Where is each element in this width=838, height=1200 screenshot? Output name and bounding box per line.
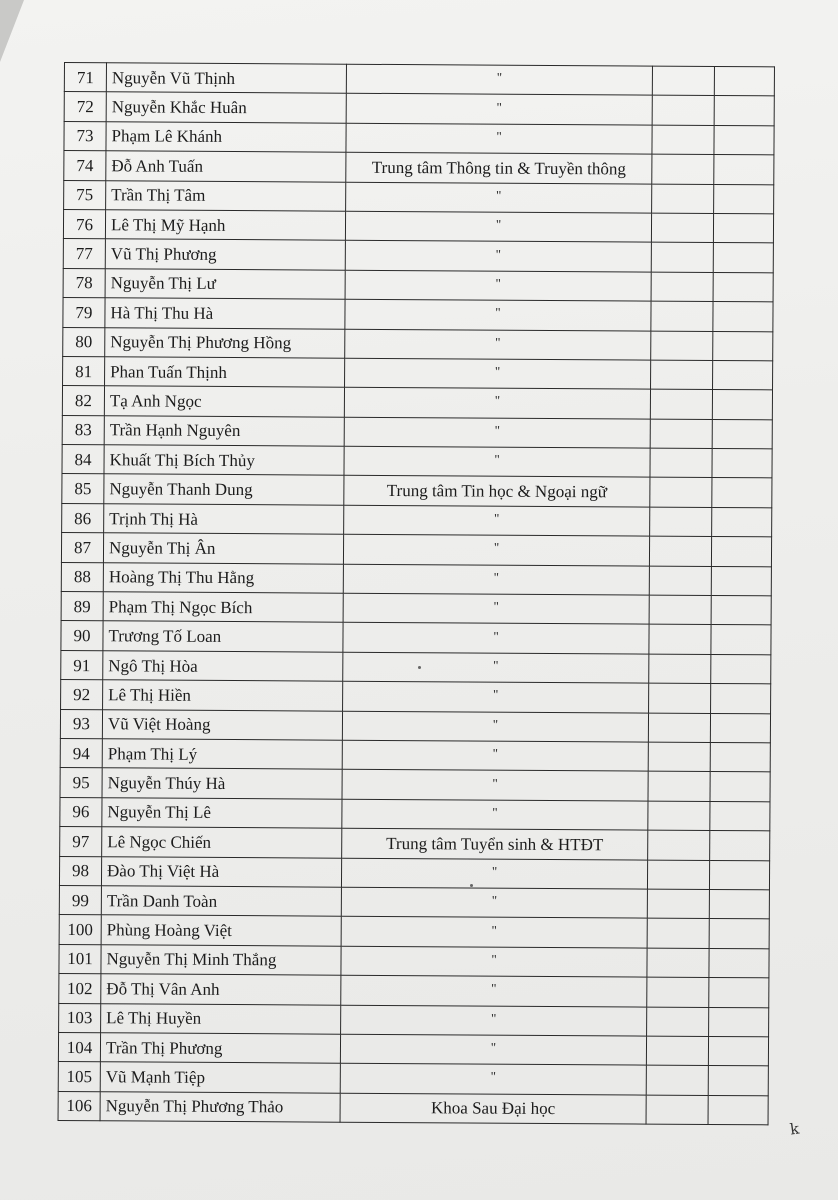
staff-name: Trịnh Thị Hà <box>104 504 344 535</box>
staff-name: Phạm Thị Lý <box>102 739 342 770</box>
row-number: 98 <box>59 856 101 886</box>
table-row <box>61 592 771 626</box>
table-row <box>62 445 772 479</box>
staff-unit <box>345 329 651 360</box>
staff-table-wrapper <box>58 62 774 1125</box>
staff-unit <box>344 505 650 536</box>
empty-cell <box>708 1066 768 1096</box>
staff-name: Lê Thị Mỹ Hạnh <box>105 210 345 241</box>
empty-cell <box>649 683 711 713</box>
empty-cell <box>648 771 710 801</box>
row-number: 100 <box>59 915 101 945</box>
staff-unit <box>341 975 647 1006</box>
empty-cell <box>712 419 772 449</box>
row-number: 74 <box>64 151 106 181</box>
unit-text: " <box>492 745 498 761</box>
empty-cell <box>647 860 709 890</box>
staff-unit <box>341 946 647 977</box>
row-number: 85 <box>62 474 104 504</box>
table-row <box>60 797 770 831</box>
table-row <box>62 503 772 537</box>
ink-speck <box>470 884 473 887</box>
table-row <box>64 63 774 97</box>
empty-cell <box>711 654 771 684</box>
row-number: 92 <box>61 680 103 710</box>
staff-name: Lê Thị Huyền <box>101 1003 341 1034</box>
row-number: 91 <box>61 650 103 680</box>
staff-unit <box>343 623 649 654</box>
empty-cell <box>712 507 772 537</box>
empty-cell <box>651 301 713 331</box>
empty-cell <box>648 801 710 831</box>
row-number: 93 <box>60 709 102 739</box>
empty-cell <box>712 449 772 479</box>
unit-text: " <box>493 540 500 556</box>
unit-text: " <box>491 922 497 938</box>
empty-cell <box>708 1095 768 1125</box>
empty-cell <box>651 331 713 361</box>
row-number: 71 <box>64 63 106 93</box>
unit-text: " <box>494 363 501 379</box>
table-row <box>60 827 770 861</box>
unit-text: " <box>494 451 500 467</box>
row-number: 84 <box>62 445 104 475</box>
row-number: 80 <box>63 327 105 357</box>
row-number: 83 <box>62 415 104 445</box>
unit-text: " <box>495 246 502 262</box>
table-row <box>62 474 772 508</box>
table-row <box>61 621 771 655</box>
empty-cell <box>647 889 709 919</box>
empty-cell <box>650 419 712 449</box>
empty-cell <box>649 654 711 684</box>
staff-name: Nguyễn Thị Ân <box>103 533 343 564</box>
staff-name: Khuất Thị Bích Thủy <box>104 445 344 476</box>
page-corner-fold <box>0 0 24 62</box>
unit-text: " <box>492 687 499 703</box>
table-row <box>61 533 771 567</box>
ink-speck <box>418 666 421 669</box>
staff-name: Vũ Việt Hoàng <box>102 709 342 740</box>
table-row <box>63 209 773 243</box>
staff-roster-body <box>58 63 774 1125</box>
empty-cell <box>652 95 714 125</box>
unit-text: " <box>490 1039 497 1055</box>
empty-cell <box>709 919 769 949</box>
staff-name: Nguyễn Thanh Dung <box>104 474 344 505</box>
empty-cell <box>714 155 774 185</box>
empty-cell <box>709 860 769 890</box>
empty-cell <box>649 536 711 566</box>
table-row <box>61 562 771 596</box>
staff-unit <box>341 1005 647 1036</box>
unit-text: " <box>493 598 499 614</box>
table-row <box>63 298 773 332</box>
unit-text: " <box>492 716 499 732</box>
unit-text: " <box>495 334 501 350</box>
staff-name: Nguyễn Thị Phương Thảo <box>100 1091 340 1122</box>
row-number: 87 <box>61 533 103 563</box>
table-row <box>64 180 774 214</box>
empty-cell <box>709 948 769 978</box>
empty-cell <box>646 1065 708 1095</box>
row-number: 105 <box>58 1062 100 1092</box>
table-row <box>58 1091 768 1125</box>
staff-name: Trần Danh Toàn <box>101 886 341 917</box>
empty-cell <box>652 66 714 96</box>
table-row <box>62 386 772 420</box>
staff-unit <box>341 887 647 918</box>
empty-cell <box>710 801 770 831</box>
staff-name: Đỗ Thị Vân Anh <box>101 974 341 1005</box>
row-number: 77 <box>63 239 105 269</box>
row-number: 90 <box>61 621 103 651</box>
table-row <box>61 650 771 684</box>
row-number: 97 <box>60 827 102 857</box>
unit-text: " <box>495 216 502 232</box>
table-row <box>59 856 769 890</box>
empty-cell <box>709 889 769 919</box>
empty-cell <box>711 625 771 655</box>
row-number: 106 <box>58 1091 100 1121</box>
empty-cell <box>651 242 713 272</box>
staff-unit <box>341 858 647 889</box>
empty-cell <box>713 272 773 302</box>
row-number: 94 <box>60 738 102 768</box>
unit-text: " <box>491 892 498 908</box>
table-row <box>63 356 773 390</box>
empty-cell <box>649 566 711 596</box>
staff-unit <box>340 1034 646 1065</box>
staff-name: Trần Thị Phương <box>100 1033 340 1064</box>
empty-cell <box>652 184 714 214</box>
row-number: 73 <box>64 121 106 151</box>
empty-cell <box>709 1007 769 1037</box>
empty-cell <box>652 154 714 184</box>
row-number: 78 <box>63 268 105 298</box>
empty-cell <box>650 478 712 508</box>
staff-unit <box>343 681 649 712</box>
staff-name: Nguyễn Khắc Huân <box>106 92 346 123</box>
empty-cell <box>711 684 771 714</box>
row-number: 102 <box>59 974 101 1004</box>
empty-cell <box>647 1007 709 1037</box>
unit-text: " <box>496 69 503 85</box>
table-row <box>64 151 774 185</box>
table-row <box>63 239 773 273</box>
staff-name: Ngô Thị Hòa <box>103 651 343 682</box>
unit-text: " <box>491 980 497 996</box>
row-number: 75 <box>64 180 106 210</box>
staff-unit <box>344 446 650 477</box>
row-number: 104 <box>58 1032 100 1062</box>
table-row <box>58 1032 768 1066</box>
staff-unit <box>340 1063 646 1094</box>
staff-name: Nguyễn Vũ Thịnh <box>106 63 346 94</box>
unit-text: " <box>494 393 501 409</box>
empty-cell <box>711 595 771 625</box>
table-row <box>60 709 770 743</box>
unit-text: " <box>495 275 501 291</box>
staff-name: Đỗ Anh Tuấn <box>106 151 346 182</box>
unit-text: " <box>491 951 497 967</box>
table-row <box>61 680 771 714</box>
staff-name: Phan Tuấn Thịnh <box>105 357 345 388</box>
staff-name: Lê Ngọc Chiến <box>102 827 342 858</box>
unit-text: " <box>495 187 502 203</box>
row-number: 76 <box>63 209 105 239</box>
unit-text: Trung tâm Tuyển sinh & HTĐT <box>386 833 604 855</box>
staff-unit <box>343 534 649 565</box>
table-row <box>64 92 774 126</box>
staff-unit <box>342 799 648 830</box>
empty-cell <box>710 772 770 802</box>
row-number: 86 <box>62 503 104 533</box>
staff-name: Hà Thị Thu Hà <box>105 298 345 329</box>
staff-name: Hoàng Thị Thu Hằng <box>103 562 343 593</box>
staff-name: Phùng Hoàng Việt <box>101 915 341 946</box>
table-row <box>63 268 773 302</box>
table-row <box>60 768 770 802</box>
staff-unit <box>344 476 650 507</box>
empty-cell <box>712 478 772 508</box>
staff-unit <box>342 740 648 771</box>
empty-cell <box>710 742 770 772</box>
unit-text: " <box>494 510 500 526</box>
staff-unit <box>343 593 649 624</box>
staff-unit <box>345 358 651 389</box>
empty-cell <box>708 1036 768 1066</box>
staff-unit <box>345 211 651 242</box>
staff-unit <box>345 299 651 330</box>
empty-cell <box>713 213 773 243</box>
row-number: 103 <box>59 1003 101 1033</box>
table-row <box>58 1062 768 1096</box>
unit-text: " <box>492 775 498 791</box>
row-number: 81 <box>63 356 105 386</box>
table-row <box>64 121 774 155</box>
empty-cell <box>650 389 712 419</box>
staff-name: Nguyễn Thị Phương Hồng <box>105 327 345 358</box>
empty-cell <box>651 360 713 390</box>
unit-text: " <box>492 804 498 820</box>
empty-cell <box>714 96 774 126</box>
empty-cell <box>647 977 709 1007</box>
staff-roster-table <box>58 62 775 1125</box>
staff-unit <box>345 241 651 272</box>
row-number: 101 <box>59 944 101 974</box>
staff-name: Đào Thị Việt Hà <box>101 856 341 887</box>
unit-text: Trung tâm Tin học & Ngoại ngữ <box>386 481 608 502</box>
unit-text: " <box>496 128 502 144</box>
staff-unit <box>346 152 652 183</box>
staff-name: Nguyễn Thị Lê <box>102 798 342 829</box>
empty-cell <box>710 831 770 861</box>
table-row <box>60 738 770 772</box>
staff-unit <box>340 1093 646 1124</box>
unit-text: " <box>496 99 502 115</box>
staff-name: Nguyễn Thị Minh Thắng <box>101 944 341 975</box>
table-row <box>59 915 769 949</box>
empty-cell <box>711 566 771 596</box>
unit-text: " <box>493 657 499 673</box>
staff-name: Vũ Mạnh Tiệp <box>100 1062 340 1093</box>
unit-text: " <box>495 304 501 320</box>
empty-cell <box>648 742 710 772</box>
row-number: 72 <box>64 92 106 122</box>
staff-unit <box>346 94 652 125</box>
empty-cell <box>647 918 709 948</box>
unit-text: " <box>493 569 500 585</box>
staff-unit <box>346 64 652 95</box>
staff-unit <box>346 182 652 213</box>
staff-unit <box>342 711 648 742</box>
staff-name: Trần Thị Tâm <box>106 180 346 211</box>
row-number: 95 <box>60 768 102 798</box>
handwritten-margin-mark: k <box>788 1119 801 1139</box>
staff-name: Nguyễn Thúy Hà <box>102 768 342 799</box>
empty-cell <box>713 302 773 332</box>
empty-cell <box>713 243 773 273</box>
empty-cell <box>649 625 711 655</box>
row-number: 88 <box>61 562 103 592</box>
empty-cell <box>714 125 774 155</box>
table-row <box>59 944 769 978</box>
staff-unit <box>342 828 648 859</box>
empty-cell <box>709 978 769 1008</box>
staff-name: Nguyễn Thị Lư <box>105 268 345 299</box>
staff-name: Phạm Thị Ngọc Bích <box>103 592 343 623</box>
empty-cell <box>714 184 774 214</box>
empty-cell <box>650 448 712 478</box>
row-number: 79 <box>63 298 105 328</box>
staff-unit <box>344 388 650 419</box>
empty-cell <box>648 713 710 743</box>
empty-cell <box>712 390 772 420</box>
unit-text: " <box>493 628 499 644</box>
staff-unit <box>342 770 648 801</box>
unit-text: Trung tâm Thông tin & Truyền thông <box>371 157 626 179</box>
unit-text: " <box>494 422 500 438</box>
empty-cell <box>710 713 770 743</box>
empty-cell <box>649 595 711 625</box>
row-number: 89 <box>61 592 103 622</box>
staff-name: Lê Thị Hiền <box>103 680 343 711</box>
staff-name: Vũ Thị Phương <box>105 239 345 270</box>
staff-name: Tạ Anh Ngọc <box>104 386 344 417</box>
table-row <box>62 415 772 449</box>
table-row <box>59 1003 769 1037</box>
empty-cell <box>711 537 771 567</box>
unit-text: " <box>490 1069 497 1085</box>
empty-cell <box>651 272 713 302</box>
empty-cell <box>713 331 773 361</box>
staff-unit <box>345 270 651 301</box>
empty-cell <box>648 830 710 860</box>
table-row <box>59 974 769 1008</box>
staff-unit <box>344 417 650 448</box>
table-row <box>63 327 773 361</box>
empty-cell <box>651 213 713 243</box>
table-row <box>59 885 769 919</box>
unit-text: " <box>491 863 498 879</box>
row-number: 99 <box>59 885 101 915</box>
staff-unit <box>346 123 652 154</box>
staff-unit <box>341 917 647 948</box>
empty-cell <box>652 125 714 155</box>
row-number: 82 <box>62 386 104 416</box>
unit-text: " <box>490 1010 497 1026</box>
row-number: 96 <box>60 797 102 827</box>
empty-cell <box>714 66 774 96</box>
staff-name: Phạm Lê Khánh <box>106 122 346 153</box>
staff-name: Trần Hạnh Nguyên <box>104 415 344 446</box>
staff-unit <box>343 652 649 683</box>
empty-cell <box>646 1095 708 1125</box>
empty-cell <box>647 948 709 978</box>
staff-name: Trương Tố Loan <box>103 621 343 652</box>
unit-text: Khoa Sau Đại học <box>430 1098 556 1119</box>
staff-unit <box>343 564 649 595</box>
empty-cell <box>650 507 712 537</box>
empty-cell <box>646 1036 708 1066</box>
empty-cell <box>713 360 773 390</box>
